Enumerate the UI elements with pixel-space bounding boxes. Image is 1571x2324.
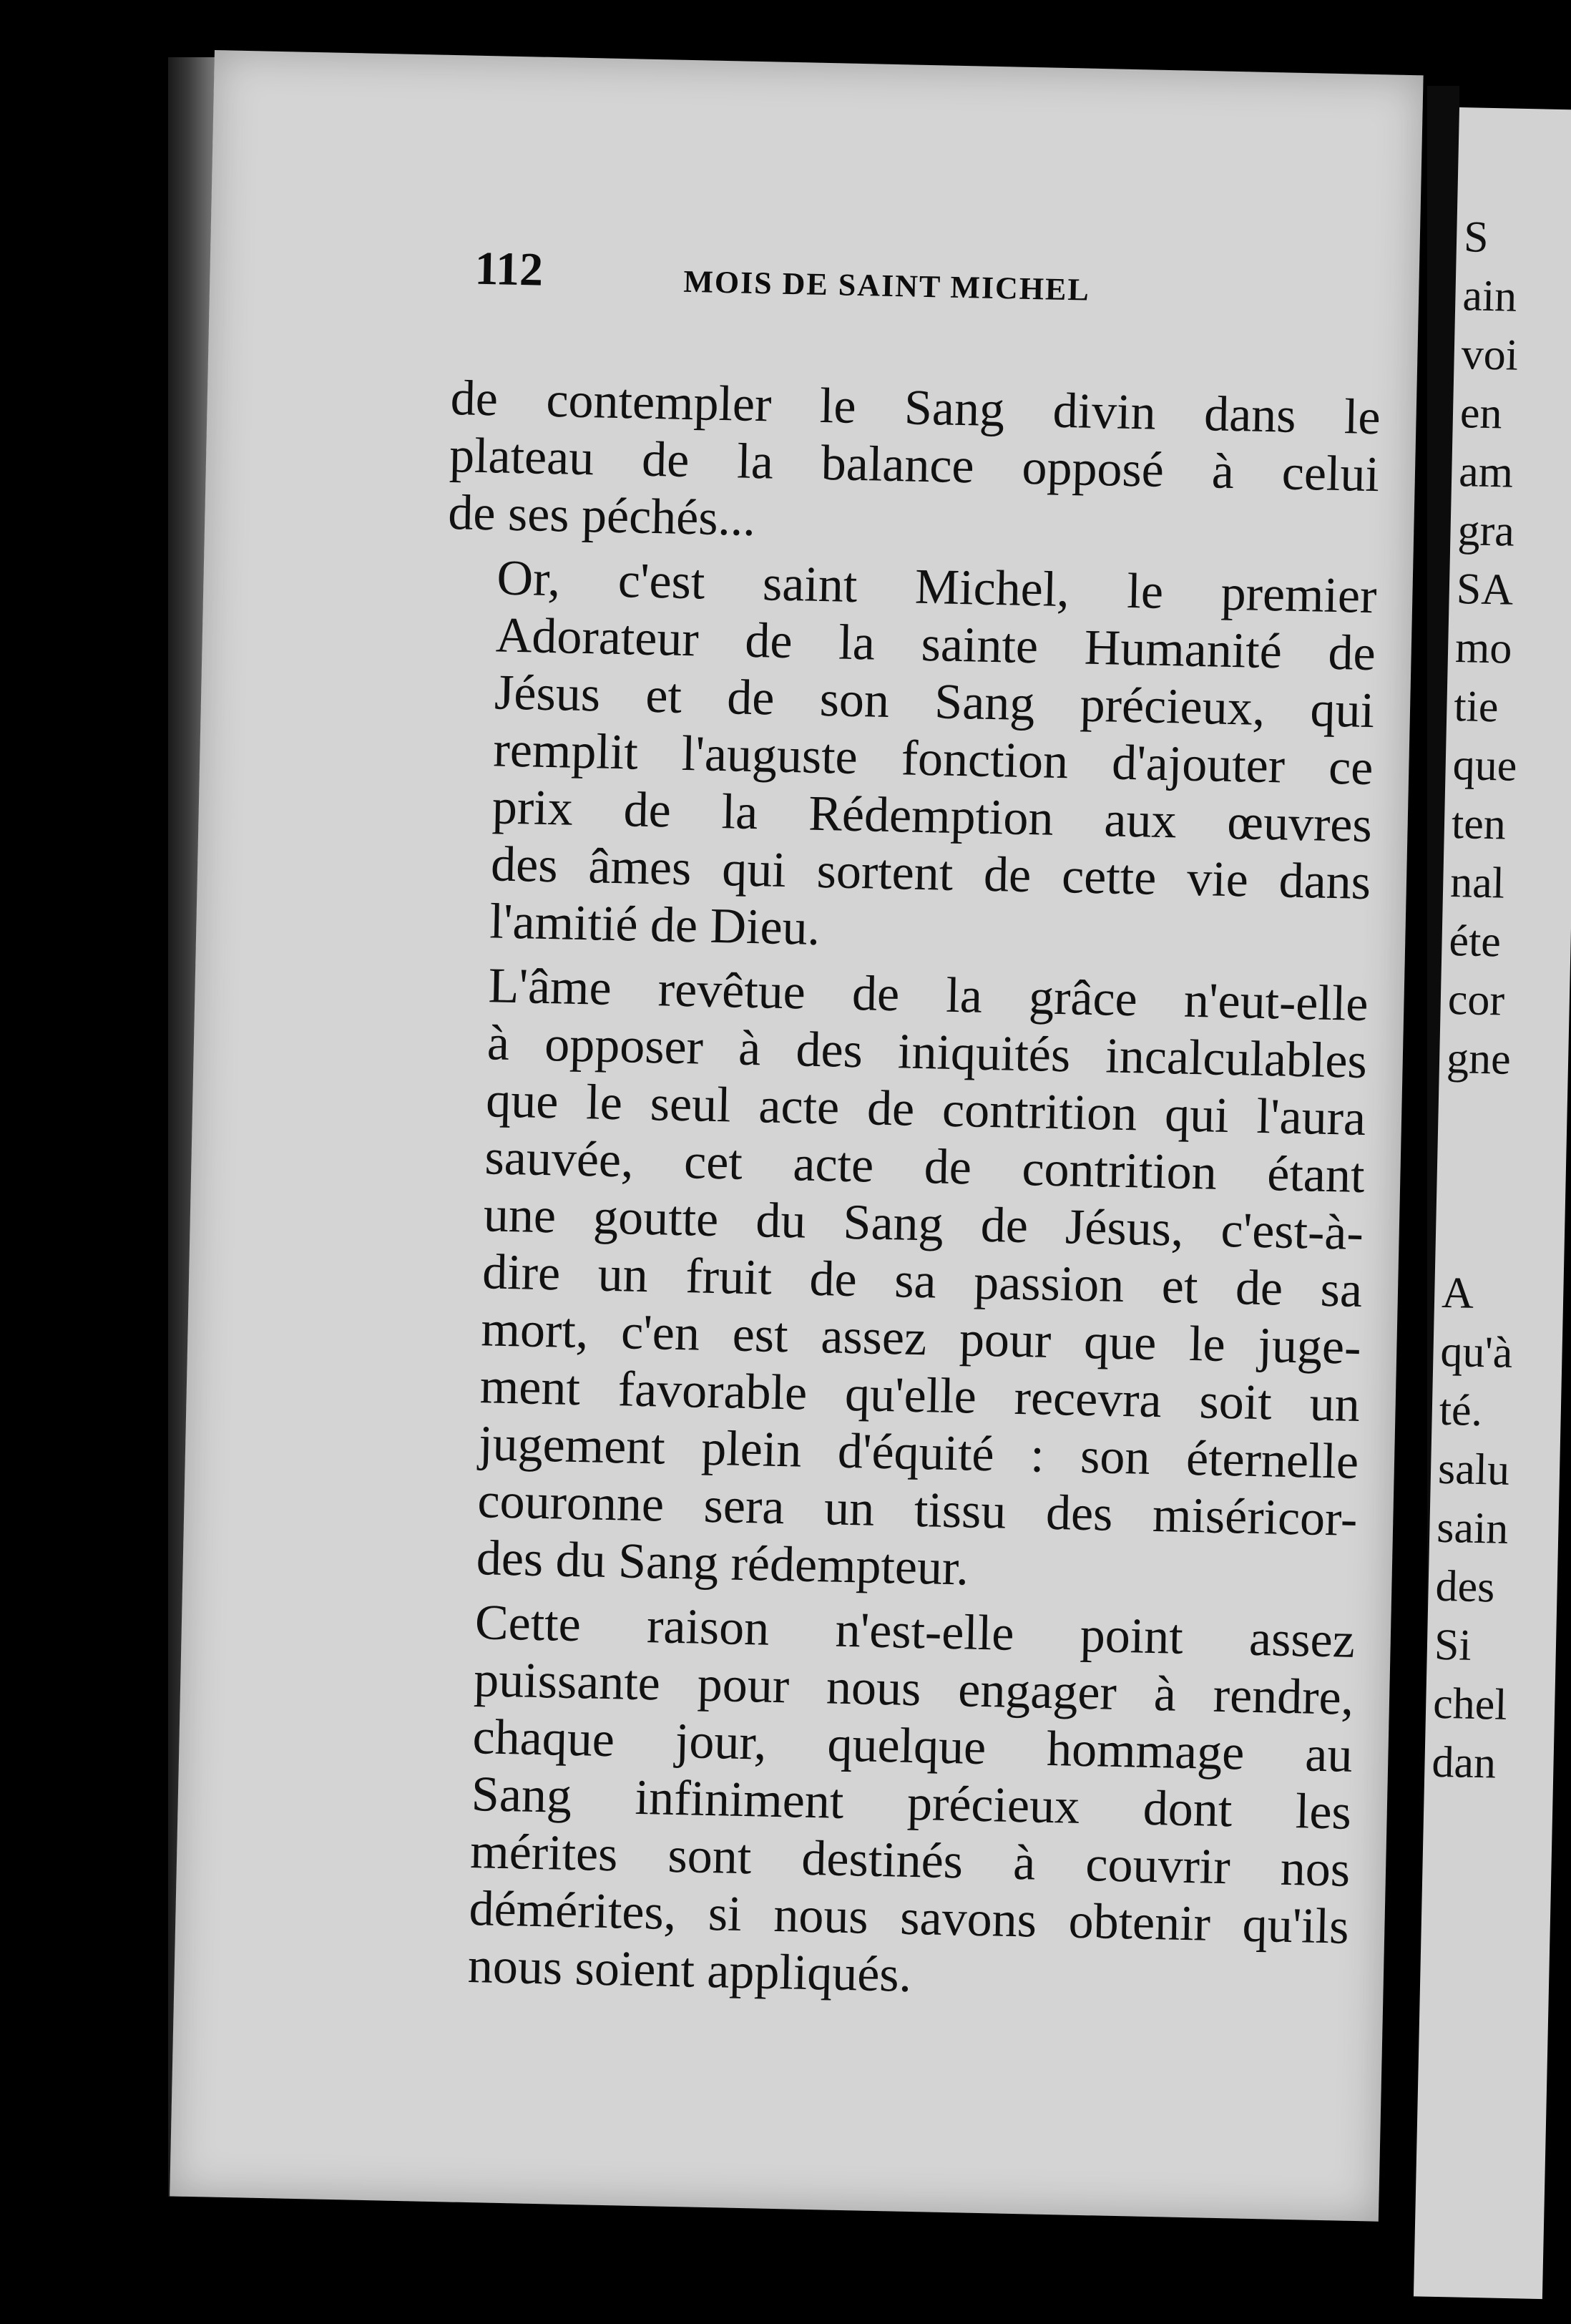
right-page-fragment (1444, 1146, 1519, 1206)
right-page-fragment: en (1459, 389, 1503, 439)
right-page-fragment: éte (1448, 916, 1502, 967)
right-page-fragment: salu (1437, 1444, 1510, 1495)
text-line: des du Sang rédempteur. (476, 1530, 969, 1596)
text-line: Adorateur de la sainte Humanité de (495, 607, 1376, 682)
paragraph (448, 370, 1381, 561)
running-title: MOIS DE SAINT MICHEL (682, 263, 1091, 308)
right-page-fragment: sain (1436, 1503, 1509, 1553)
text-line: plateau de la balance opposé à celui (449, 428, 1380, 503)
text-line: à opposer à des iniquités incalculables (486, 1015, 1368, 1090)
text-line: remplit l'auguste fonction d'ajouter ce (492, 722, 1374, 796)
right-page-fragment: ten (1451, 799, 1507, 849)
right-page-fragment: mo (1454, 623, 1513, 673)
right-page-fragment: A (1441, 1268, 1474, 1318)
text-line: prix de la Rédemption aux œuvres (491, 779, 1373, 854)
right-page-fragment: que (1452, 741, 1517, 791)
right-page-fragment: té. (1439, 1385, 1483, 1436)
right-page-fragment: chel (1432, 1679, 1508, 1729)
page-number: 112 (474, 242, 544, 296)
right-page-fragment (1442, 1205, 1517, 1265)
right-page-fragment: gne (1446, 1033, 1512, 1084)
right-page-fragment: gra (1457, 506, 1515, 556)
text-line: Or, c'est saint Michel, le premier (496, 550, 1378, 625)
right-page-fragment: am (1458, 447, 1514, 497)
right-page-fragment: voi (1461, 330, 1519, 380)
text-line: mérites sont destinés à couvrir nos (469, 1824, 1351, 1898)
right-page-fragment: tie (1453, 682, 1499, 732)
text-line: démérites, si nous savons obtenir qu'ils (468, 1881, 1350, 1955)
text-line: couronne sera un tissu des miséricor- (476, 1473, 1359, 1547)
text-line: que le seul acte de contrition qui l'aura (485, 1073, 1366, 1147)
right-page-fragment (1445, 1088, 1520, 1148)
paragraph (417, 1593, 1355, 2013)
right-page-fragment: dan (1431, 1737, 1497, 1788)
paragraph (439, 549, 1377, 969)
text-line: jugement plein d'équité : son éternelle (478, 1416, 1359, 1490)
right-page-fragment: SA (1456, 565, 1514, 615)
text-line: ment favorable qu'elle recevra soit un (479, 1359, 1361, 1432)
text-line: des âmes qui sortent de cette vie dans (490, 836, 1371, 911)
right-page-fragment: nal (1449, 857, 1505, 908)
body-text (417, 370, 1381, 2013)
right-page-fragment: Si (1434, 1620, 1472, 1670)
right-page-fragment: cor (1447, 975, 1505, 1025)
right-page-fragment: des (1434, 1561, 1496, 1612)
paragraph (426, 957, 1369, 1606)
text-line: de ses péchés... (447, 484, 756, 547)
text-line: Sang infiniment précieux dont les (471, 1767, 1352, 1840)
text-line: L'âme revêtue de la grâce n'eut-elle (487, 958, 1369, 1032)
right-page-fragment: ain (1462, 271, 1517, 321)
right-page-fragment: qu'à (1439, 1327, 1513, 1377)
text-line: nous soient appliqués. (467, 1938, 912, 2003)
text-line: mort, c'en est assez pour que le juge- (480, 1302, 1362, 1375)
text-line: chaque jour, quelque hommage au (471, 1709, 1354, 1783)
text-line: de contempler le Sang divin dans le (450, 371, 1381, 446)
text-line: sauvée, cet acte de contrition étant (484, 1130, 1366, 1204)
page-header (474, 242, 1405, 333)
text-line: une goutte du Sang de Jésus, c'est-à- (483, 1187, 1364, 1261)
text-line: Jésus et de son Sang précieux, qui (494, 665, 1375, 739)
book-page (170, 50, 1423, 2222)
text-line: l'amitié de Dieu. (489, 894, 821, 956)
text-line: Cette raison n'est-elle point assez (474, 1595, 1356, 1669)
right-page-fragment: S (1463, 213, 1489, 262)
text-line: dire un fruit de sa passion et de sa (481, 1244, 1363, 1318)
text-line: puissante pour nous engager à rendre, (473, 1652, 1354, 1726)
